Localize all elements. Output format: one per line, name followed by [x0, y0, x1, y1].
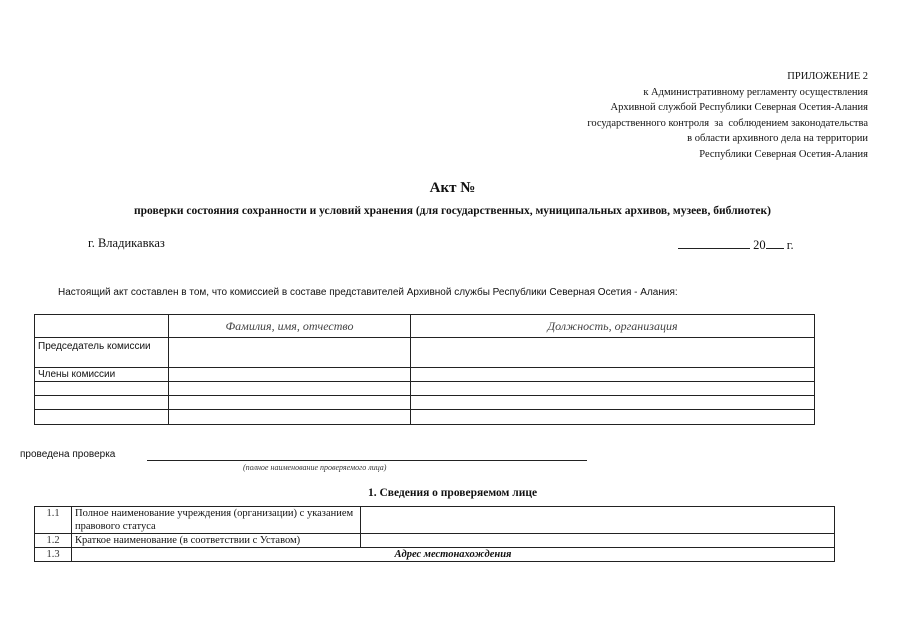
table-row — [35, 382, 815, 396]
appendix-line: в области архивного дела на территории — [687, 133, 868, 144]
address-heading: Адрес местонахождения — [72, 548, 835, 562]
appendix-line: к Административному регламенту осуществления — [643, 86, 868, 98]
table-row — [35, 338, 815, 368]
table-row — [35, 368, 815, 382]
row-label: Краткое наименование (в соответствии с Уставом) — [72, 534, 361, 548]
member-name-cell[interactable] — [169, 368, 411, 382]
year-blank — [766, 236, 784, 249]
header-position: Должность, организация — [411, 315, 815, 338]
row-label-members: Члены комиссии — [35, 368, 169, 382]
city: г. Владикавказ — [88, 236, 165, 250]
row-label-chairman: Председатель комиссии — [35, 338, 169, 368]
section-title: 1. Сведения о проверяемом лице — [367, 487, 538, 499]
checked-entity-field[interactable] — [147, 460, 587, 461]
appendix-line: Архивной службой Республики Северная Осетия-Алания — [610, 102, 868, 113]
member-position-cell[interactable] — [411, 410, 815, 425]
check-label: проведена проверка — [20, 449, 116, 460]
date-blank — [678, 236, 750, 249]
appendix-line: ПРИЛОЖЕНИЕ 2 — [787, 71, 868, 82]
member-position-cell[interactable] — [411, 382, 815, 396]
intro-text: Настоящий акт составлен в том, что комиссией в составе представителей Архивной службы Республики Северная Осетия - Алания: — [58, 287, 678, 298]
date-line — [678, 236, 794, 253]
commission-table — [34, 314, 815, 425]
member-label-cell — [35, 382, 169, 396]
short-name-value-cell[interactable] — [361, 534, 835, 548]
entity-info-table — [34, 506, 835, 562]
table-row — [35, 396, 815, 410]
chairman-name-cell[interactable] — [169, 338, 411, 368]
full-name-value-cell[interactable] — [361, 507, 835, 534]
year-prefix: 20 — [753, 238, 766, 252]
appendix-line: Республики Северная Осетия-Алания — [699, 148, 868, 160]
member-name-cell[interactable] — [169, 382, 411, 396]
member-name-cell[interactable] — [169, 410, 411, 425]
member-position-cell[interactable] — [411, 368, 815, 382]
member-label-cell — [35, 410, 169, 425]
chairman-position-cell[interactable] — [411, 338, 815, 368]
table-header-row — [35, 315, 815, 338]
table-row — [35, 534, 835, 548]
appendix-line: государственного контроля за соблюдением законодательства — [587, 117, 868, 129]
member-position-cell[interactable] — [411, 396, 815, 410]
member-label-cell — [35, 396, 169, 410]
table-row — [35, 548, 835, 562]
header-empty — [35, 315, 169, 338]
row-number: 1.1 — [35, 507, 72, 534]
header-name: Фамилия, имя, отчество — [169, 315, 411, 338]
act-title: Акт № — [429, 180, 476, 196]
table-row — [35, 507, 835, 534]
table-row — [35, 410, 815, 425]
year-suffix: г. — [786, 238, 794, 252]
row-label: Полное наименование учреждения (организации) с указанием правового статуса — [72, 507, 361, 534]
appendix-header — [587, 69, 868, 162]
check-caption: (полное наименование проверяемого лица) — [243, 463, 387, 472]
act-subtitle: проверки состояния сохранности и условий хранения (для государственных, муниципальных архивов, музеев, библиотек) — [134, 205, 771, 217]
row-number: 1.3 — [35, 548, 72, 562]
member-name-cell[interactable] — [169, 396, 411, 410]
row-number: 1.2 — [35, 534, 72, 548]
